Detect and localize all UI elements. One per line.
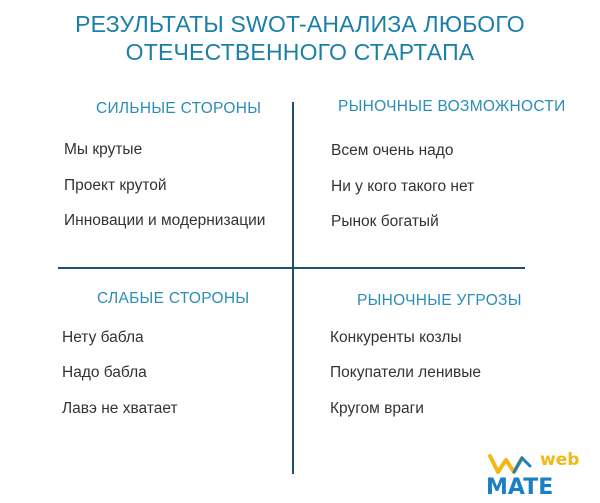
weaknesses-item-2: Надо бабла — [62, 364, 147, 381]
weaknesses-heading: СЛАБЫЕ СТОРОНЫ — [97, 290, 250, 307]
threats-item-1: Конкуренты козлы — [330, 329, 462, 346]
vertical-divider — [292, 102, 294, 474]
weaknesses-item-3: Лавэ не хватает — [62, 400, 178, 417]
threats-item-3: Кругом враги — [330, 400, 424, 417]
logo-bottom-text: MATE — [486, 475, 554, 500]
logo-zigzag-accent-icon — [514, 458, 530, 472]
title-line-2: ОТЕЧЕСТВЕННОГО СТАРТАПА — [125, 39, 475, 65]
opportunities-item-2: Ни у кого такого нет — [331, 178, 475, 195]
weaknesses-item-1: Нету бабла — [62, 329, 144, 346]
strengths-item-3: Инновации и модернизации — [64, 212, 266, 229]
webmate-logo — [478, 444, 596, 500]
threats-heading: РЫНОЧНЫЕ УГРОЗЫ — [357, 292, 522, 309]
strengths-item-2: Проект крутой — [64, 177, 167, 194]
horizontal-divider — [58, 267, 525, 269]
page-title — [0, 10, 600, 66]
strengths-heading: СИЛЬНЫЕ СТОРОНЫ — [96, 100, 262, 117]
opportunities-heading: РЫНОЧНЫЕ ВОЗМОЖНОСТИ — [338, 98, 566, 115]
strengths-item-1: Мы крутые — [64, 141, 143, 158]
opportunities-item-1: Всем очень надо — [331, 142, 454, 159]
title-line-1: РЕЗУЛЬТАТЫ SWOT-АНАЛИЗА ЛЮБОГО — [75, 11, 525, 37]
threats-item-2: Покупатели ленивые — [330, 364, 482, 381]
logo-top-text: web — [540, 450, 580, 470]
opportunities-item-3: Рынок богатый — [331, 213, 439, 230]
